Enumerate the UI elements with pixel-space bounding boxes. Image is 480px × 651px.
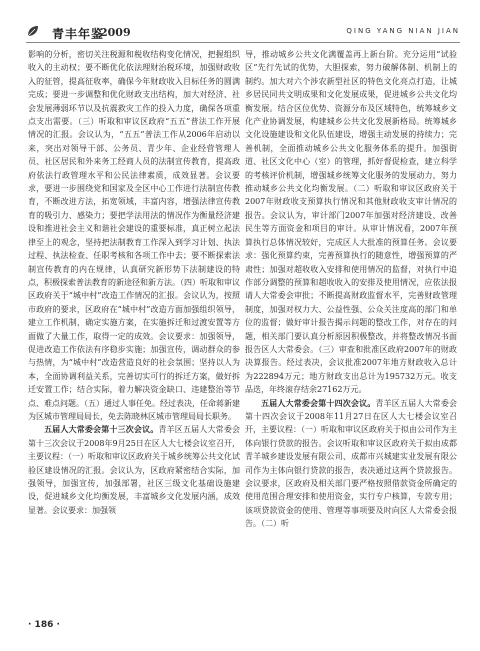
paragraph-with-heading: [28, 423, 240, 517]
paragraph: 导，推动城乡公共文化满覆盖再上新台阶。充分运用“试验区”先行先试的优势，大胆探索，努力破解体制、机制上的制约。加大对六个涉农新型社区的特色文化亮点打造，让城乡居民同共文明成果和文化发展成果，促进城乡公共文化均衡发展。结合区位优势、资源分布及区域特色，统筹城乡文化产业协调发展，构建城乡公共文化发展新格局。统筹城乡文化设施建设和文化队伍建设，增强主动发展的持续力；完善机制，全面推动城乡公共文化服务体系的提升。加强街道、社区文化中心（室）的管理，抓好督促检查，建立科学的考核评价机制，增强城乡统筹文化服务的发展动力，努力推动城乡公共文化均衡发展。（二）听取和审议区政府关于2007年财政收支预算执行情况和其他财政收支审计情况的报告。会议认为，审计部门2007年加强对经济建设、改善民生等方面资金和项目的审计。从审计情况看，2007年预算执行总体情况较好，完成区人大批准的预算任务。会议要求：强化预算约束，完善预算执行的随意性，增强预算的严肃性；加强对超收收入安排和使用情况的监督，对执行中追作部分调整的预算和超收收入的安排及使用情况，应依法报请人大常委会审批；不断提高财政监督水平，完善财政管理制度，加强对权力大、公益性强、公众关注度高的部门和单位的监督；做好审计报告揭示问题的整改工作，对存在的问题，相关部门要认真分析原因积极整改，并将整改情况书面报告区人大常委会。（三）审查和批准区政府2007年的财政决算报告。经过表决，会议批准2007年地方财政收入总计为222894万元；地方财政支出总计为195732万元。收支品迭，年终滚存结余27162万元。: [245, 50, 457, 395]
paragraph-text: 青羊区五届人大常委会第十四次会议于2008年11月27日在区人大七楼会议室召开，主要议程：（一）听取和审议区政府关于拟由公司作为主体向银行贷款的报告。会议听取和审议区政府关于拟由成都青羊城乡建设发展有限公司、成都市兴城建实业发展有限公司作为主体向银行贷款的报告，表决通过这两个贷款报告。会议要求，区政府及相关部门要严格按照借款资金所确定的使用范围合理安排和使用资金，实行专户核算，专款专用；该项贷款资金的使用、管理等事项要及时向区人大常委会报告。（二）听: [245, 398, 458, 529]
page-header: [0, 0, 480, 46]
paragraph-text: 青羊区五届人大常委会第十三次会议于2008年9月25日在区人大七楼会议室召开，主要议程：（一）听取和审议区政府关于城乡统筹公共文化试验区建设情况的汇报。会议认为，区政府紧密结合实际，加强领导，加强宣传，加强部署，社区三级文化基础设施建设，促进城乡文化均衡发展，丰富城乡文化发展内涵，成效显著。会议要求：加强领: [28, 425, 241, 515]
paragraph: 影响的分析，密切关注税源和税收结构变化情况，把握组织收入的主动权；要不断优化依法理财治税环境，加强财政收入的征管，提高征收率，确保今年财政收入目标任务的圆满完成；要进一步调整和优化财政支出结构，加大对经济、社会发展薄弱环节以及抗震救灾工作的投入力度，确保各项重点支出需要。（三）听取和审议区政府“五五”普法工作开展情况的汇报。会议认为，“五五”普法工作从2006年启动以来，突出对领导干部、公务员、青少年、企业经营管理人员、社区居民和外来务工经商人员的法制宣传教育，提高政府依法行政管理水平和公民法律素质，成效显著。会议要求，要进一步围绕党和国家及全区中心工作进行法制宣传教育，不断改进方法，拓宽领域，丰富内容，增强法律宣传教育的吸引力、感染力；要把学法用法的情况作为衡量经济建设和推进社会主义和谐社会建设的重要标准，真正树立起法律至上的观念，坚持把法制教育工作深入到学习计划、执法过程、执法检查、任职考核和各项工作中去；要不断探索法制宣传教育的内在规律，认真研究新形势下法制建设的特点，积极探索普法教育的新途径和新方法。（四）听取和审议区政府关于“城中村”改造工作情况的汇报。会议认为，按照市政府的要求，区政府在“城中村”改造方面加强组织领导，建立工作机制，确定实施方案，在实施拆迁和过渡安置等方面做了大量工作，取得一定的成效。会议要求：加强领导，促进改造工作依法有序稳步实施；加强宣传，调动群众的参与热情，为“城中村”改造营造良好的社会氛围；坚持以人为本，全面协调利益关系，完善切实可行的拆迁方案，做好拆迁安置工作；结合实际，着力解决资金缺口、违建整治等节点、难点问题。（五）通过人事任免。经过表决，任命蒋新建为区城市管理局局长，免去陈晓林区城市管理局局长职务。: [28, 50, 240, 421]
section-heading: 五届人大常委会第十三次会议。: [44, 424, 159, 435]
page-number: · 186 ·: [28, 620, 60, 630]
paragraph-with-heading: [245, 397, 457, 531]
left-column: [28, 48, 240, 517]
header-rule: [26, 42, 460, 43]
leaf-logo-icon: [26, 24, 40, 38]
yearbook-title: 青丰年鉴: [52, 27, 105, 41]
right-column: [245, 48, 457, 531]
yearbook-year: 2009: [100, 26, 131, 39]
section-heading: 五届人大常委会第十四次会议。: [261, 397, 376, 408]
yearbook-logo: [26, 24, 40, 38]
yearbook-pinyin: QING YANG NIAN JIAN: [346, 27, 460, 35]
